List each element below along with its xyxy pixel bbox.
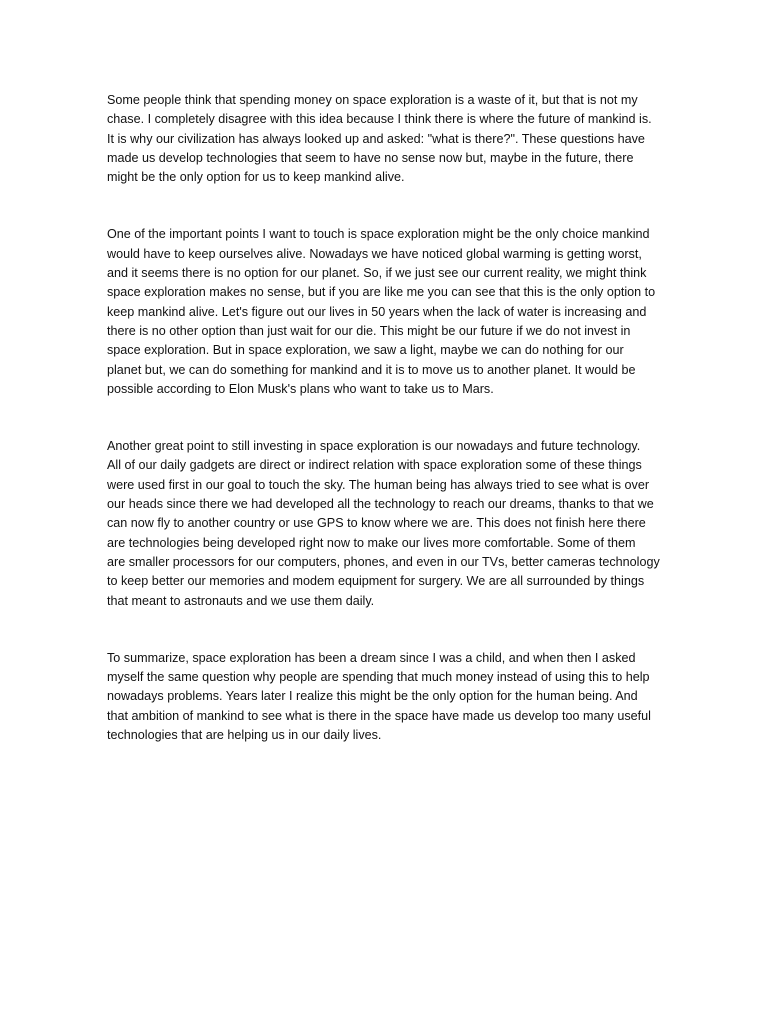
paragraph-survival: One of the important points I want to touch is space exploration might be the only choice mankind would have to keep ourselves alive. Nowadays we have noticed global warming is getting worst, and it seems there is no option for our planet. So, if we just see our current reality, we might think space exploration makes no sense, but if you are like me you can see that this is the only option to keep mankind alive. Let's figure out our lives in 50 years when the lack of water is increasing and there is no other option than just wait for our die. This might be our future if we do not invest in space exploration. But in space exploration, we saw a light, maybe we can do nothing for our planet but, we can do something for mankind and it is to move us to another planet. It would be possible according to Elon Musk's plans who want to take us to Mars.: [107, 227, 656, 396]
paragraph-intro: Some people think that spending money on space exploration is a waste of it, but that is not my chase. I completely disagree with this idea because I think there is where the future of mankind is. It is why our civilization has always looked up and asked: "what is there?". These questions have made us develop technologies that seem to have no sense now but, maybe in the future, there might be the only option for us to keep mankind alive.: [107, 93, 652, 185]
paragraph-technology: Another great point to still investing in space exploration is our nowadays and future technology. All of our daily gadgets are direct or indirect relation with space exploration some of these things were used first in our goal to touch the sky. The human being has always tried to see what is over our heads since there we had developed all the technology to reach our dreams, thanks to that we can now fly to another country or use GPS to know where we are. This does not finish here there are technologies being developed right now to make our lives more comfortable. Some of them are smaller processors for our computers, phones, and even in our TVs, better cameras technology to keep better our memories and modem equipment for surgery. We are all surrounded by things that meant to astronauts and we use them daily.: [107, 439, 660, 608]
paragraph-conclusion: To summarize, space exploration has been a dream since I was a child, and when then I asked myself the same question why people are spending that much money instead of using this to help nowadays problems. Years later I realize this might be the only option for the human being. And that ambition of mankind to see what is there in the space have made us develop too many useful technologies that are helping us in our daily lives.: [107, 650, 651, 743]
document-page: [107, 91, 662, 745]
